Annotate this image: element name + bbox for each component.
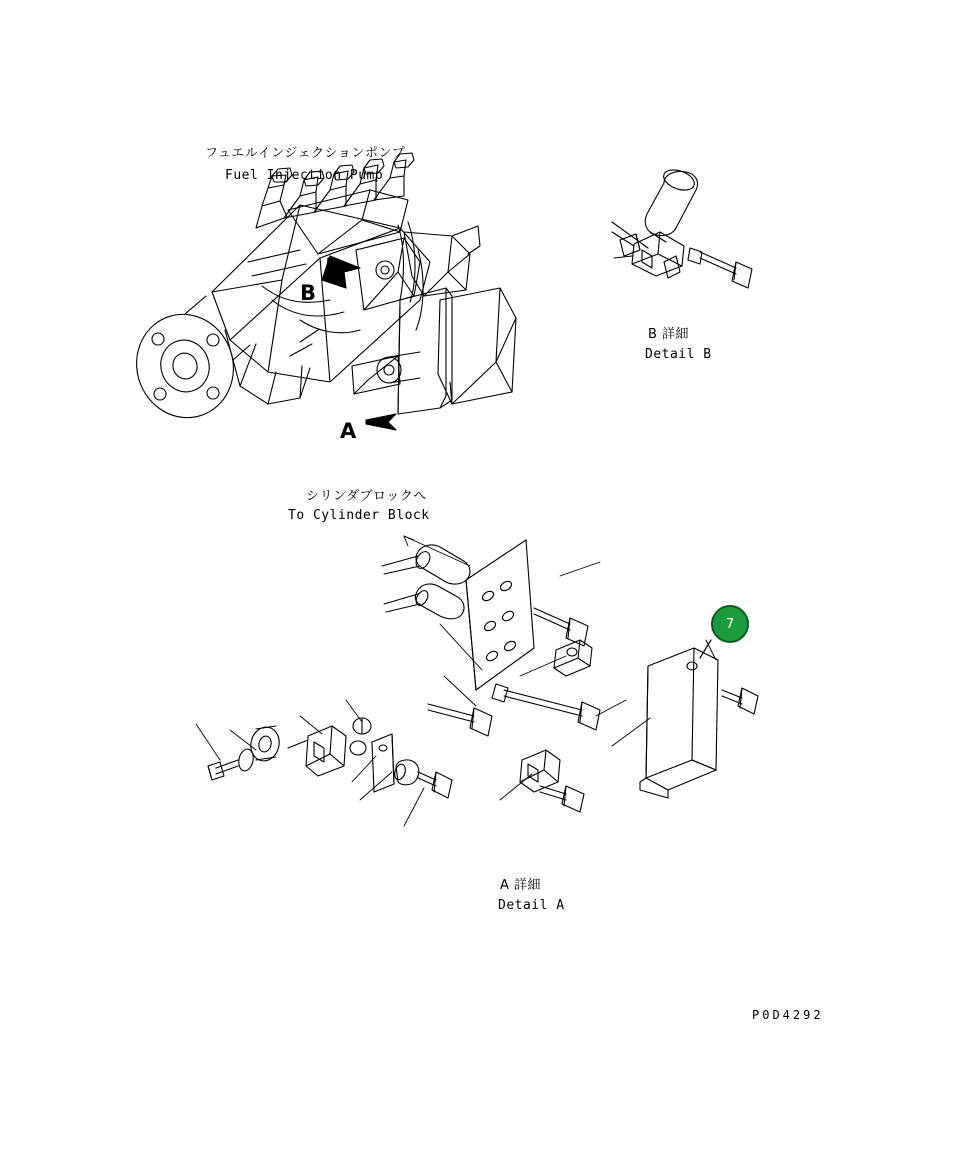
callout-item-7-number: 7	[725, 616, 735, 632]
detail-b-illustration	[612, 166, 752, 288]
label-detail-a-jp: A 詳細	[500, 878, 542, 893]
view-arrow-a	[366, 414, 396, 430]
view-arrow-b	[322, 256, 360, 288]
section-marker-a: A	[340, 419, 357, 443]
label-detail-a-en: Detail A	[498, 898, 565, 913]
label-to-cylinder-block-en: To Cylinder Block	[288, 508, 430, 523]
callout-item-7[interactable]	[711, 605, 749, 643]
detail-a-illustration	[196, 536, 758, 826]
label-fuel-injection-pump-en: Fuel Injection Pump	[225, 168, 384, 183]
fuel-injection-pump-illustration	[123, 153, 516, 430]
section-marker-b: B	[300, 281, 317, 305]
label-fuel-injection-pump-jp: フュエルインジェクションポンプ	[205, 146, 406, 161]
drawing-code: P0D4292	[752, 1008, 824, 1022]
label-detail-b-en: Detail B	[645, 347, 712, 362]
label-to-cylinder-block-jp: シリンダブロックへ	[306, 489, 427, 504]
label-detail-b-jp: B 詳細	[648, 327, 690, 342]
